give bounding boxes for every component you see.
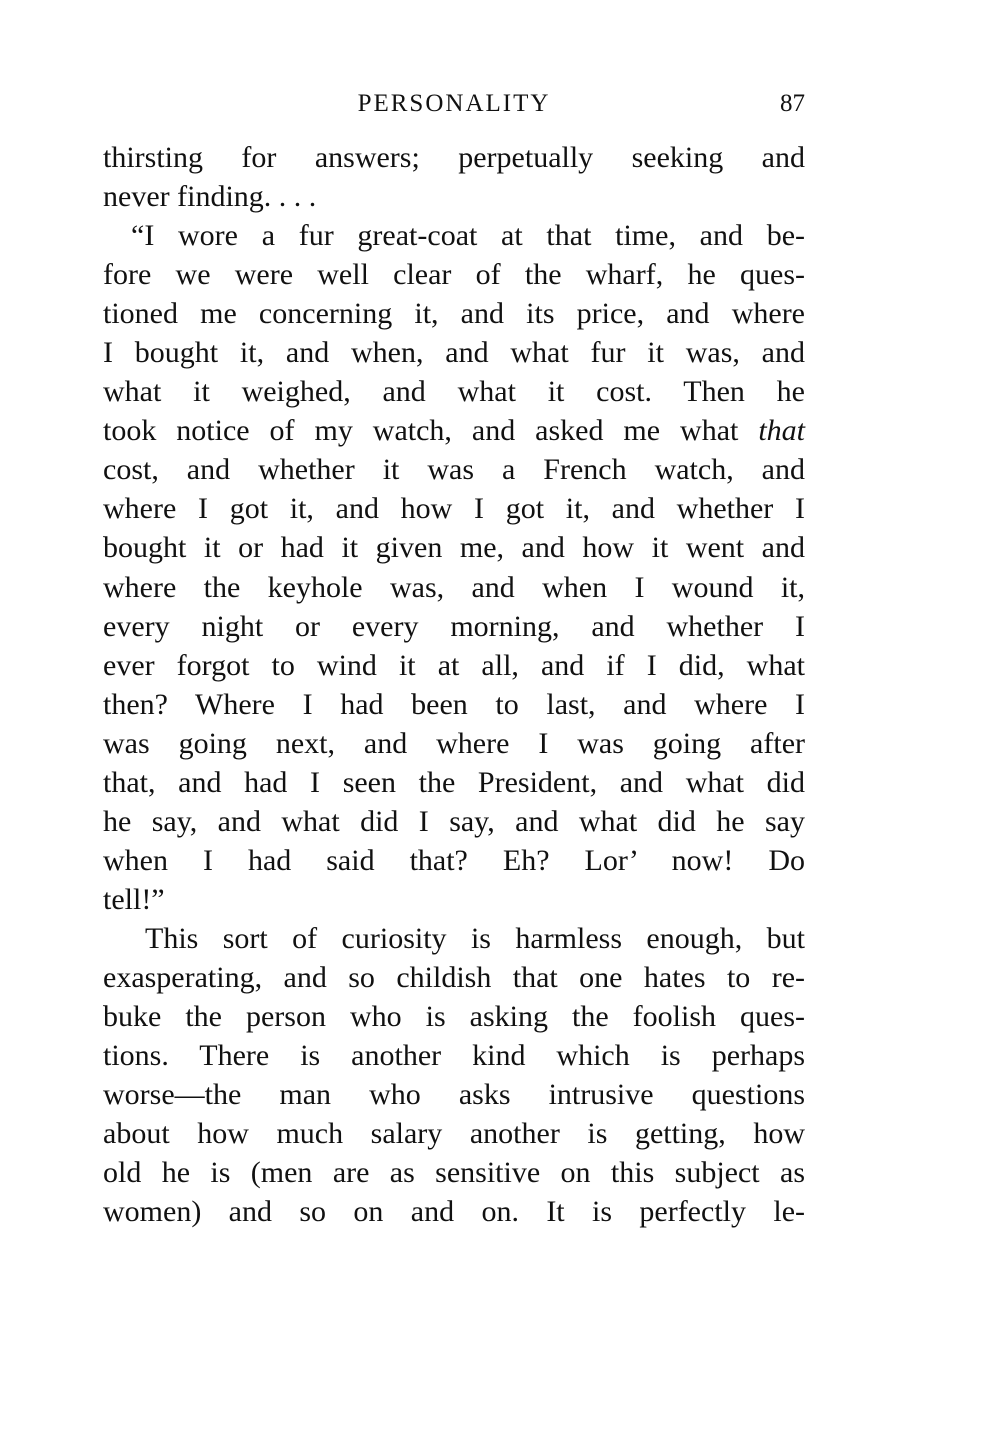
text-line: I bought it, and when, and what fur it was, and	[103, 336, 805, 370]
text-line: fore we were well clear of the wharf, he ques-	[103, 258, 805, 292]
text-line: about how much salary another is getting, how	[103, 1117, 805, 1151]
text-line: tions. There is another kind which is perhaps	[103, 1039, 805, 1073]
text-line: what it weighed, and what it cost. Then he	[103, 375, 805, 409]
text-line	[103, 411, 805, 450]
italic-word: that	[758, 414, 805, 448]
text-line: every night or every morning, and whether I	[103, 609, 805, 643]
body-text	[103, 138, 805, 1231]
text-line: then? Where I had been to last, and where I	[103, 687, 805, 721]
text-line: buke the person who is asking the foolish ques-	[103, 1000, 805, 1034]
text-line: was going next, and where I was going after	[103, 726, 805, 760]
text-line: exasperating, and so childish that one hates to re-	[103, 960, 805, 994]
text-line: where I got it, and how I got it, and whether I	[103, 492, 805, 526]
text-line: tioned me concerning it, and its price, and where	[103, 297, 805, 331]
text-line: women) and so on and on. It is perfectly le-	[103, 1195, 805, 1229]
text-line: old he is (men are as sensitive on this subject as	[103, 1156, 805, 1190]
text-line: that, and had I seen the President, and what did	[103, 765, 805, 799]
text-line: never finding. . . .	[103, 180, 317, 214]
book-page	[103, 86, 805, 1231]
text-line: ever forgot to wind it at all, and if I did, what	[103, 648, 805, 682]
text-line: tell!”	[103, 882, 165, 916]
page-number: 87	[780, 90, 805, 117]
text-line: worse—the man who asks intrusive questions	[103, 1078, 805, 1112]
text-line: he say, and what did I say, and what did he say	[103, 804, 805, 838]
text-line: bought it or had it given me, and how it went and	[103, 531, 805, 565]
text-line: when I had said that? Eh? Lor’ now! Do	[103, 843, 805, 877]
text-line: This sort of curiosity is harmless enough, but	[145, 921, 805, 955]
text-line-segment: took notice of my watch, and asked me what	[103, 414, 739, 448]
text-line: thirsting for answers; perpetually seeking and	[103, 141, 805, 174]
running-title: PERSONALITY	[357, 90, 551, 117]
text-line: cost, and whether it was a French watch, and	[103, 453, 805, 487]
text-line: where the keyhole was, and when I wound it,	[103, 570, 805, 604]
text-line: “I wore a fur great-coat at that time, and be-	[131, 219, 805, 253]
running-head	[103, 86, 805, 126]
